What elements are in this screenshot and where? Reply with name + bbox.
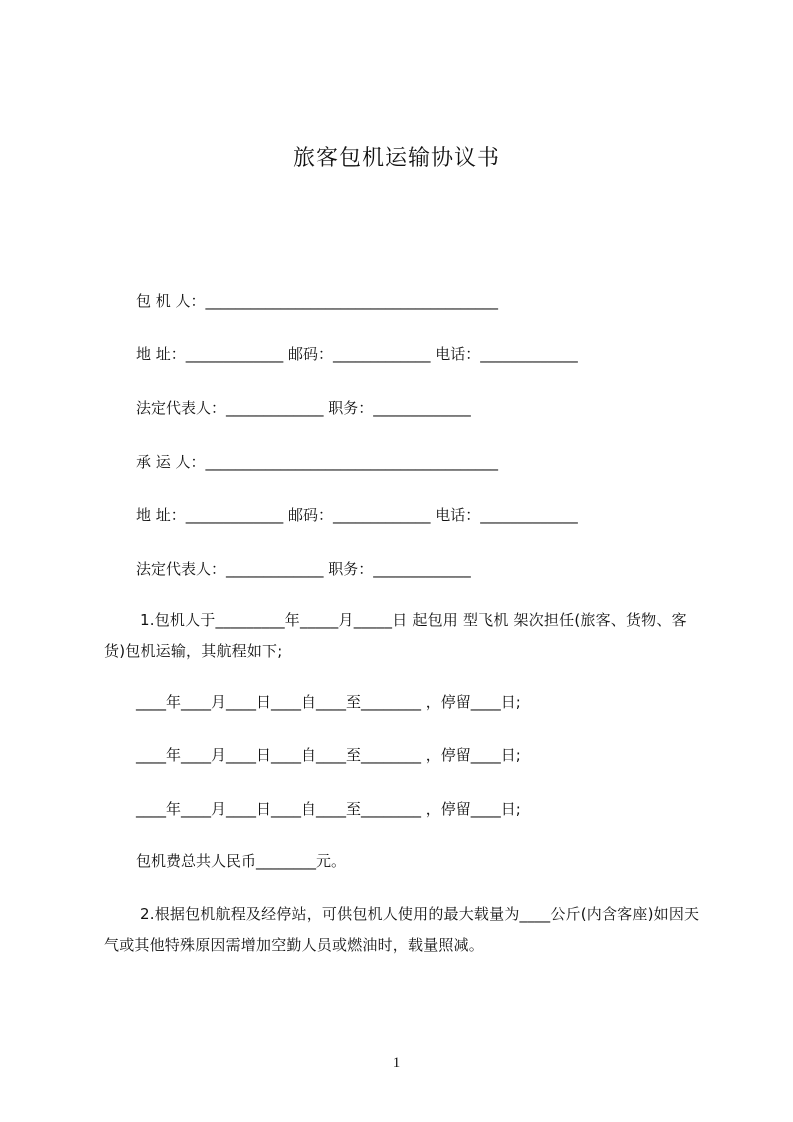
total-fee-line: 包机费总共人民币________元。 bbox=[136, 852, 347, 870]
carrier-address-field: 地 址：_____________ 邮码：_____________ 电话：_____________ bbox=[136, 506, 578, 524]
charterer-name-field: 包 机 人：_______________________________________ bbox=[136, 292, 499, 310]
itinerary-line: ____年____月____日____自____至________ ，停留____日; bbox=[136, 693, 521, 711]
carrier-legal-rep-field: 法定代表人：_____________ 职务：_____________ bbox=[136, 560, 471, 578]
clause-1: 1.包机人于_________年_____月_____日 起包用 型飞机 架次担任(旅客、货物、客货)包机运输，其航程如下; bbox=[104, 611, 687, 660]
carrier-name-field: 承 运 人：_______________________________________ bbox=[136, 453, 499, 471]
itinerary-line: ____年____月____日____自____至________ ，停留____日; bbox=[136, 800, 521, 818]
charterer-legal-rep-field: 法定代表人：_____________ 职务：_____________ bbox=[136, 399, 471, 417]
charterer-address-field: 地 址：_____________ 邮码：_____________ 电话：_____________ bbox=[136, 345, 578, 363]
document-title: 旅客包机运输协议书 bbox=[292, 146, 500, 171]
itinerary-line: ____年____月____日____自____至________ ，停留____日; bbox=[136, 746, 521, 764]
clause-2: 2.根据包机航程及经停站，可供包机人使用的最大载量为____公斤(内含客座)如因天气或其他特殊原因需增加空勤人员或燃油时，载量照减。 bbox=[104, 905, 700, 954]
page-number: 1 bbox=[392, 1055, 401, 1071]
